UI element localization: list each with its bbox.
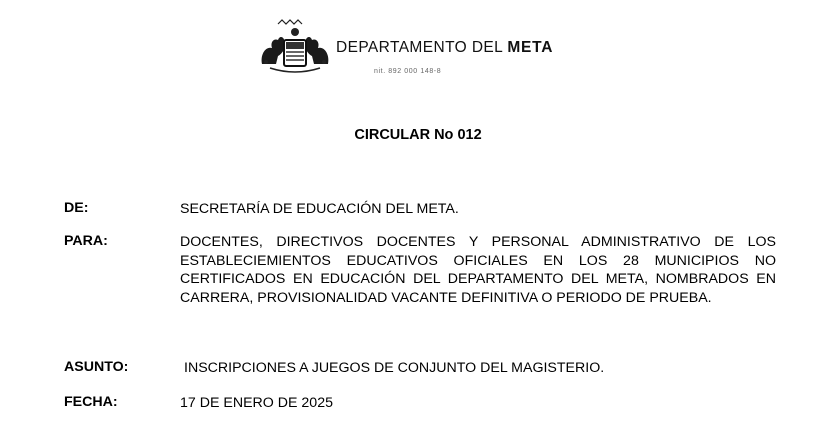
department-name bbox=[336, 39, 553, 57]
field-para-label: PARA: bbox=[64, 233, 108, 249]
field-asunto-label: ASUNTO: bbox=[64, 359, 129, 375]
department-name-prefix: DEPARTAMENTO DEL bbox=[336, 39, 503, 56]
department-name-bold: META bbox=[507, 39, 554, 56]
department-coat-of-arms-icon bbox=[256, 18, 334, 76]
field-asunto-value: INSCRIPCIONES A JUEGOS DE CONJUNTO DEL MAGISTERIO. bbox=[184, 360, 605, 376]
nit-number: nit. 892 000 148-8 bbox=[374, 68, 442, 75]
field-de-value: SECRETARÍA DE EDUCACIÓN DEL META. bbox=[180, 201, 459, 217]
letterhead bbox=[0, 0, 836, 90]
field-fecha-value: 17 DE ENERO DE 2025 bbox=[180, 395, 333, 411]
field-fecha-label: FECHA: bbox=[64, 394, 118, 410]
circular-title: CIRCULAR No 012 bbox=[354, 127, 482, 143]
field-para-value: DOCENTES, DIRECTIVOS DOCENTES Y PERSONAL ADMINISTRATIVO DE LOS ESTABLECIEMIENTOS EDUCATIVOS OFICIALES EN LOS 28 MUNICIPIOS NO CERTIFICADOS EN EDUCACIÓN DEL DEPARTAMENTO DEL META, NOMBRADOS EN CARRERA, PROVISIONALIDAD VACANTE DEFINITIVA O PERIODO DE PRUEBA. bbox=[180, 234, 776, 306]
field-de-label: DE: bbox=[64, 200, 89, 216]
